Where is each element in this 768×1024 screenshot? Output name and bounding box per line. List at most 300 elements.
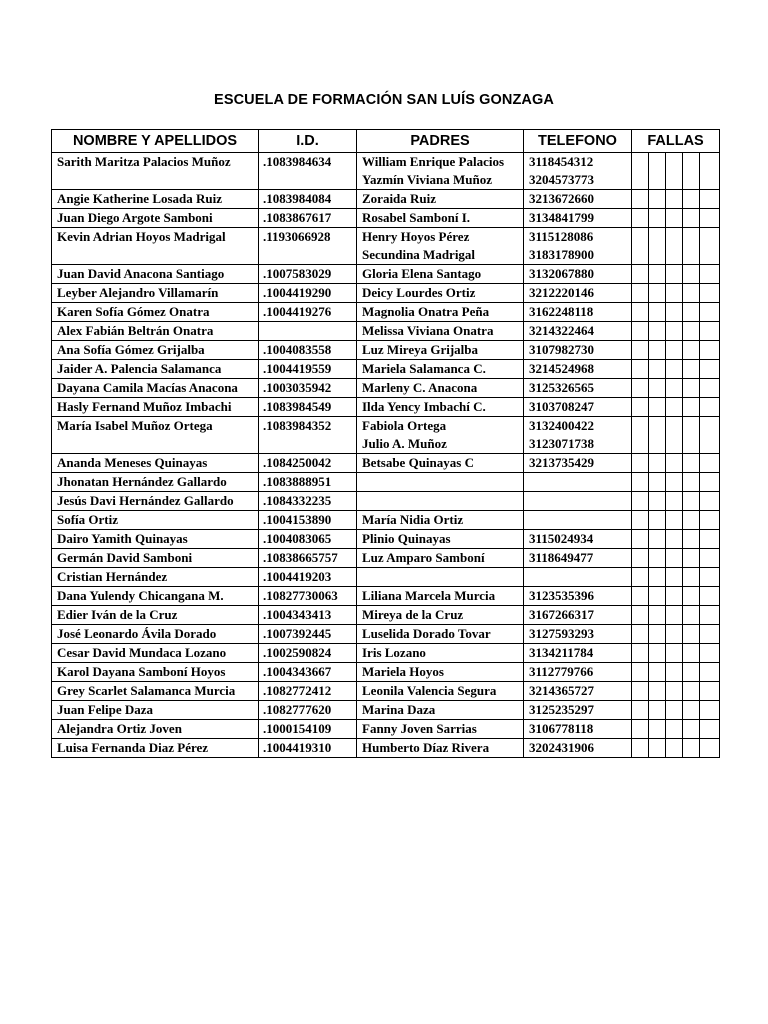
fallas-cell <box>700 587 720 606</box>
header-name: NOMBRE Y APELLIDOS <box>52 130 259 153</box>
phone-cell <box>524 454 632 473</box>
fallas-cell <box>700 549 720 568</box>
student-id: .1082777620 <box>259 701 357 720</box>
fallas-cell <box>632 417 649 454</box>
student-id: .1007583029 <box>259 265 357 284</box>
table-row <box>52 265 720 284</box>
fallas-cell <box>632 153 649 190</box>
parent-name: Humberto Díaz Rivera <box>362 740 490 755</box>
fallas-cell <box>632 360 649 379</box>
phone-number: 3132400422 <box>529 418 594 433</box>
fallas-cell <box>683 417 700 454</box>
fallas-cell <box>632 663 649 682</box>
phone-cell <box>524 209 632 228</box>
attendance-table <box>51 129 720 758</box>
fallas-cell <box>632 625 649 644</box>
parents-cell <box>357 473 524 492</box>
student-id: .1002590824 <box>259 644 357 663</box>
parent-name: Secundina Madrigal <box>362 247 476 262</box>
parents-cell <box>357 360 524 379</box>
fallas-cell <box>666 739 683 758</box>
parent-name: Liliana Marcela Murcia <box>362 588 496 603</box>
parent-name: Plinio Quinayas <box>362 531 451 546</box>
student-id: .1004419559 <box>259 360 357 379</box>
student-id: .1084250042 <box>259 454 357 473</box>
fallas-cell <box>649 587 666 606</box>
parent-name: Zoraida Ruiz <box>362 191 437 206</box>
fallas-cell <box>632 190 649 209</box>
student-name: Dayana Camila Macías Anacona <box>52 379 259 398</box>
phone-number: 3127593293 <box>529 626 594 641</box>
fallas-cell <box>700 360 720 379</box>
fallas-cell <box>666 454 683 473</box>
roster-body <box>52 153 720 758</box>
header-parents: PADRES <box>357 130 524 153</box>
parent-name: Julio A. Muñoz <box>362 436 447 451</box>
parent-name: Marina Daza <box>362 702 436 717</box>
parent-name: Yazmín Viviana Muñoz <box>362 172 493 187</box>
fallas-cell <box>666 209 683 228</box>
fallas-cell <box>632 341 649 360</box>
phone-number: 3134841799 <box>529 210 594 225</box>
fallas-cell <box>683 701 700 720</box>
fallas-cell <box>632 284 649 303</box>
fallas-cell <box>666 663 683 682</box>
student-name: Luisa Fernanda Diaz Pérez <box>52 739 259 758</box>
table-row <box>52 682 720 701</box>
table-row <box>52 228 720 265</box>
parents-cell <box>357 228 524 265</box>
parent-name: Rosabel Samboní I. <box>362 210 470 225</box>
table-row <box>52 209 720 228</box>
phone-number: 3214322464 <box>529 323 594 338</box>
phone-number: 3123071738 <box>529 436 594 451</box>
fallas-cell <box>632 549 649 568</box>
parent-name: William Enrique Palacios <box>362 154 505 169</box>
fallas-cell <box>666 644 683 663</box>
phone-number: 3118649477 <box>529 550 594 565</box>
fallas-cell <box>649 209 666 228</box>
student-id: .1004419203 <box>259 568 357 587</box>
fallas-cell <box>649 322 666 341</box>
fallas-cell <box>649 303 666 322</box>
fallas-cell <box>649 379 666 398</box>
parent-name: Fanny Joven Sarrias <box>362 721 477 736</box>
fallas-cell <box>700 606 720 625</box>
fallas-cell <box>649 511 666 530</box>
fallas-cell <box>700 739 720 758</box>
fallas-cell <box>700 341 720 360</box>
fallas-cell <box>632 492 649 511</box>
fallas-cell <box>683 492 700 511</box>
parents-cell <box>357 682 524 701</box>
student-id: .1082772412 <box>259 682 357 701</box>
fallas-cell <box>632 209 649 228</box>
parent-name: Fabiola Ortega <box>362 418 447 433</box>
fallas-cell <box>666 549 683 568</box>
fallas-cell <box>649 341 666 360</box>
phone-cell <box>524 190 632 209</box>
table-row <box>52 606 720 625</box>
fallas-cell <box>632 720 649 739</box>
table-row <box>52 739 720 758</box>
student-id: .1004083558 <box>259 341 357 360</box>
parents-cell <box>357 720 524 739</box>
parent-name: Luselida Dorado Tovar <box>362 626 491 641</box>
student-id: .1084332235 <box>259 492 357 511</box>
student-name: Dairo Yamith Quinayas <box>52 530 259 549</box>
phone-cell <box>524 360 632 379</box>
table-row <box>52 492 720 511</box>
phone-number: 3115024934 <box>529 531 594 546</box>
fallas-cell <box>683 625 700 644</box>
student-name: Leyber Alejandro Villamarín <box>52 284 259 303</box>
fallas-cell <box>700 682 720 701</box>
phone-cell <box>524 322 632 341</box>
phone-number: 3214524968 <box>529 361 594 376</box>
student-id: .1083984549 <box>259 398 357 417</box>
parents-cell <box>357 265 524 284</box>
phone-number: 3115128086 <box>529 229 594 244</box>
parent-name: Luz Amparo Samboní <box>362 550 485 565</box>
student-id: .1004083065 <box>259 530 357 549</box>
student-name: Grey Scarlet Salamanca Murcia <box>52 682 259 701</box>
parents-cell <box>357 644 524 663</box>
student-id: .1004419310 <box>259 739 357 758</box>
fallas-cell <box>683 360 700 379</box>
phone-number: 3125326565 <box>529 380 594 395</box>
parents-cell <box>357 606 524 625</box>
fallas-cell <box>649 739 666 758</box>
phone-cell <box>524 265 632 284</box>
table-row <box>52 379 720 398</box>
parents-cell <box>357 530 524 549</box>
parents-cell <box>357 454 524 473</box>
parents-cell <box>357 549 524 568</box>
fallas-cell <box>666 228 683 265</box>
fallas-cell <box>683 663 700 682</box>
fallas-cell <box>683 511 700 530</box>
phone-cell <box>524 663 632 682</box>
fallas-cell <box>666 303 683 322</box>
parent-name: Henry Hoyos Pérez <box>362 229 470 244</box>
fallas-cell <box>700 568 720 587</box>
fallas-cell <box>666 322 683 341</box>
fallas-cell <box>632 568 649 587</box>
fallas-cell <box>649 492 666 511</box>
phone-number: 3212220146 <box>529 285 594 300</box>
fallas-cell <box>700 228 720 265</box>
parent-name: Gloria Elena Santago <box>362 266 482 281</box>
student-id: .1083888951 <box>259 473 357 492</box>
student-name: Ananda Meneses Quinayas <box>52 454 259 473</box>
phone-number: 3167266317 <box>529 607 594 622</box>
parent-name: Iris Lozano <box>362 645 426 660</box>
fallas-cell <box>700 530 720 549</box>
fallas-cell <box>683 682 700 701</box>
fallas-cell <box>700 720 720 739</box>
fallas-cell <box>649 606 666 625</box>
parents-cell <box>357 739 524 758</box>
fallas-cell <box>683 398 700 417</box>
fallas-cell <box>632 587 649 606</box>
fallas-cell <box>632 530 649 549</box>
fallas-cell <box>700 473 720 492</box>
parents-cell <box>357 663 524 682</box>
fallas-cell <box>649 398 666 417</box>
fallas-cell <box>683 473 700 492</box>
parent-name: María Nidia Ortiz <box>362 512 464 527</box>
fallas-cell <box>683 739 700 758</box>
student-id: .1004419290 <box>259 284 357 303</box>
student-id: .1004343413 <box>259 606 357 625</box>
fallas-cell <box>632 606 649 625</box>
table-row <box>52 625 720 644</box>
table-row <box>52 322 720 341</box>
phone-number: 3132067880 <box>529 266 594 281</box>
fallas-cell <box>683 322 700 341</box>
fallas-cell <box>700 454 720 473</box>
table-row <box>52 360 720 379</box>
student-id: .10827730063 <box>259 587 357 606</box>
fallas-cell <box>666 341 683 360</box>
phone-cell <box>524 587 632 606</box>
student-name: Jesús Davi Hernández Gallardo <box>52 492 259 511</box>
student-id: .1083984634 <box>259 153 357 190</box>
fallas-cell <box>632 322 649 341</box>
student-name: Germán David Samboni <box>52 549 259 568</box>
fallas-cell <box>666 606 683 625</box>
fallas-cell <box>700 644 720 663</box>
fallas-cell <box>666 153 683 190</box>
parent-name: Leonila Valencia Segura <box>362 683 497 698</box>
student-name: Juan David Anacona Santiago <box>52 265 259 284</box>
fallas-cell <box>683 720 700 739</box>
phone-number: 3214365727 <box>529 683 594 698</box>
table-row <box>52 530 720 549</box>
fallas-cell <box>632 682 649 701</box>
phone-cell <box>524 511 632 530</box>
fallas-cell <box>649 720 666 739</box>
fallas-cell <box>683 644 700 663</box>
fallas-cell <box>649 228 666 265</box>
student-id <box>259 322 357 341</box>
parents-cell <box>357 701 524 720</box>
fallas-cell <box>683 587 700 606</box>
phone-number: 3112779766 <box>529 664 594 679</box>
fallas-cell <box>666 473 683 492</box>
student-name: Ana Sofía Gómez Grijalba <box>52 341 259 360</box>
fallas-cell <box>649 454 666 473</box>
fallas-cell <box>666 265 683 284</box>
table-row <box>52 190 720 209</box>
fallas-cell <box>666 417 683 454</box>
phone-number: 3103708247 <box>529 399 594 414</box>
fallas-cell <box>700 379 720 398</box>
student-id: .10838665757 <box>259 549 357 568</box>
fallas-cell <box>700 511 720 530</box>
fallas-cell <box>683 454 700 473</box>
table-row <box>52 663 720 682</box>
table-row <box>52 587 720 606</box>
phone-cell <box>524 284 632 303</box>
phone-number: 3123535396 <box>529 588 594 603</box>
fallas-cell <box>649 549 666 568</box>
fallas-cell <box>632 398 649 417</box>
fallas-cell <box>700 663 720 682</box>
student-id: .1193066928 <box>259 228 357 265</box>
parents-cell <box>357 190 524 209</box>
fallas-cell <box>683 530 700 549</box>
student-name: Sofía Ortiz <box>52 511 259 530</box>
student-id: .1083867617 <box>259 209 357 228</box>
table-row <box>52 701 720 720</box>
fallas-cell <box>649 625 666 644</box>
student-name: Alejandra Ortiz Joven <box>52 720 259 739</box>
student-name: Cesar David Mundaca Lozano <box>52 644 259 663</box>
parents-cell <box>357 625 524 644</box>
fallas-cell <box>700 417 720 454</box>
header-row <box>52 130 720 153</box>
fallas-cell <box>649 360 666 379</box>
header-phone: TELEFONO <box>524 130 632 153</box>
fallas-cell <box>683 303 700 322</box>
student-id: .1007392445 <box>259 625 357 644</box>
fallas-cell <box>649 701 666 720</box>
phone-cell <box>524 606 632 625</box>
fallas-cell <box>700 701 720 720</box>
student-id: .1000154109 <box>259 720 357 739</box>
student-name: Karen Sofía Gómez Onatra <box>52 303 259 322</box>
phone-number: 3106778118 <box>529 721 594 736</box>
table-row <box>52 473 720 492</box>
student-name: María Isabel Muñoz Ortega <box>52 417 259 454</box>
fallas-cell <box>632 228 649 265</box>
parents-cell <box>357 511 524 530</box>
fallas-cell <box>666 530 683 549</box>
student-name: Dana Yulendy Chicangana M. <box>52 587 259 606</box>
table-row <box>52 720 720 739</box>
parent-name: Melissa Viviana Onatra <box>362 323 494 338</box>
fallas-cell <box>666 492 683 511</box>
parents-cell <box>357 379 524 398</box>
phone-cell <box>524 682 632 701</box>
table-row <box>52 417 720 454</box>
fallas-cell <box>632 379 649 398</box>
student-id: .1003035942 <box>259 379 357 398</box>
parents-cell <box>357 587 524 606</box>
phone-number: 3213672660 <box>529 191 594 206</box>
phone-cell <box>524 701 632 720</box>
fallas-cell <box>666 284 683 303</box>
fallas-cell <box>632 701 649 720</box>
fallas-cell <box>666 511 683 530</box>
phone-number: 3107982730 <box>529 342 594 357</box>
phone-number: 3183178900 <box>529 247 594 262</box>
phone-cell <box>524 644 632 663</box>
parents-cell <box>357 568 524 587</box>
fallas-cell <box>683 379 700 398</box>
fallas-cell <box>632 265 649 284</box>
fallas-cell <box>666 625 683 644</box>
phone-number: 3118454312 <box>529 154 594 169</box>
parents-cell <box>357 398 524 417</box>
fallas-cell <box>649 265 666 284</box>
student-id: .1083984084 <box>259 190 357 209</box>
phone-cell <box>524 530 632 549</box>
phone-cell <box>524 153 632 190</box>
fallas-cell <box>683 606 700 625</box>
phone-number: 3213735429 <box>529 455 594 470</box>
phone-cell <box>524 228 632 265</box>
fallas-cell <box>649 417 666 454</box>
table-row <box>52 303 720 322</box>
table-row <box>52 644 720 663</box>
parents-cell <box>357 303 524 322</box>
table-row <box>52 511 720 530</box>
parent-name: Deicy Lourdes Ortiz <box>362 285 476 300</box>
phone-cell <box>524 549 632 568</box>
student-id: .1004343667 <box>259 663 357 682</box>
fallas-cell <box>683 341 700 360</box>
phone-number: 3134211784 <box>529 645 594 660</box>
fallas-cell <box>666 379 683 398</box>
header-id: I.D. <box>259 130 357 153</box>
phone-cell <box>524 341 632 360</box>
fallas-cell <box>700 190 720 209</box>
fallas-cell <box>666 568 683 587</box>
fallas-cell <box>632 303 649 322</box>
fallas-cell <box>666 398 683 417</box>
parent-name: Mariela Hoyos <box>362 664 444 679</box>
fallas-cell <box>649 682 666 701</box>
fallas-cell <box>666 587 683 606</box>
table-row <box>52 454 720 473</box>
fallas-cell <box>700 303 720 322</box>
parents-cell <box>357 209 524 228</box>
parents-cell <box>357 153 524 190</box>
fallas-cell <box>683 568 700 587</box>
fallas-cell <box>700 153 720 190</box>
fallas-cell <box>683 265 700 284</box>
student-name: Karol Dayana Samboní Hoyos <box>52 663 259 682</box>
fallas-cell <box>666 720 683 739</box>
fallas-cell <box>700 209 720 228</box>
parents-cell <box>357 492 524 511</box>
phone-cell <box>524 739 632 758</box>
table-row <box>52 568 720 587</box>
student-name: José Leonardo Ávila Dorado <box>52 625 259 644</box>
fallas-cell <box>666 701 683 720</box>
phone-number: 3202431906 <box>529 740 594 755</box>
student-name: Hasly Fernand Muñoz Imbachi <box>52 398 259 417</box>
phone-cell <box>524 473 632 492</box>
phone-cell <box>524 492 632 511</box>
student-name: Angie Katherine Losada Ruiz <box>52 190 259 209</box>
fallas-cell <box>649 284 666 303</box>
fallas-cell <box>666 360 683 379</box>
fallas-cell <box>649 568 666 587</box>
fallas-cell <box>632 644 649 663</box>
fallas-cell <box>700 398 720 417</box>
phone-cell <box>524 568 632 587</box>
fallas-cell <box>632 739 649 758</box>
fallas-cell <box>700 284 720 303</box>
fallas-cell <box>649 644 666 663</box>
student-name: Juan Felipe Daza <box>52 701 259 720</box>
phone-number: 3204573773 <box>529 172 594 187</box>
student-name: Cristian Hernández <box>52 568 259 587</box>
